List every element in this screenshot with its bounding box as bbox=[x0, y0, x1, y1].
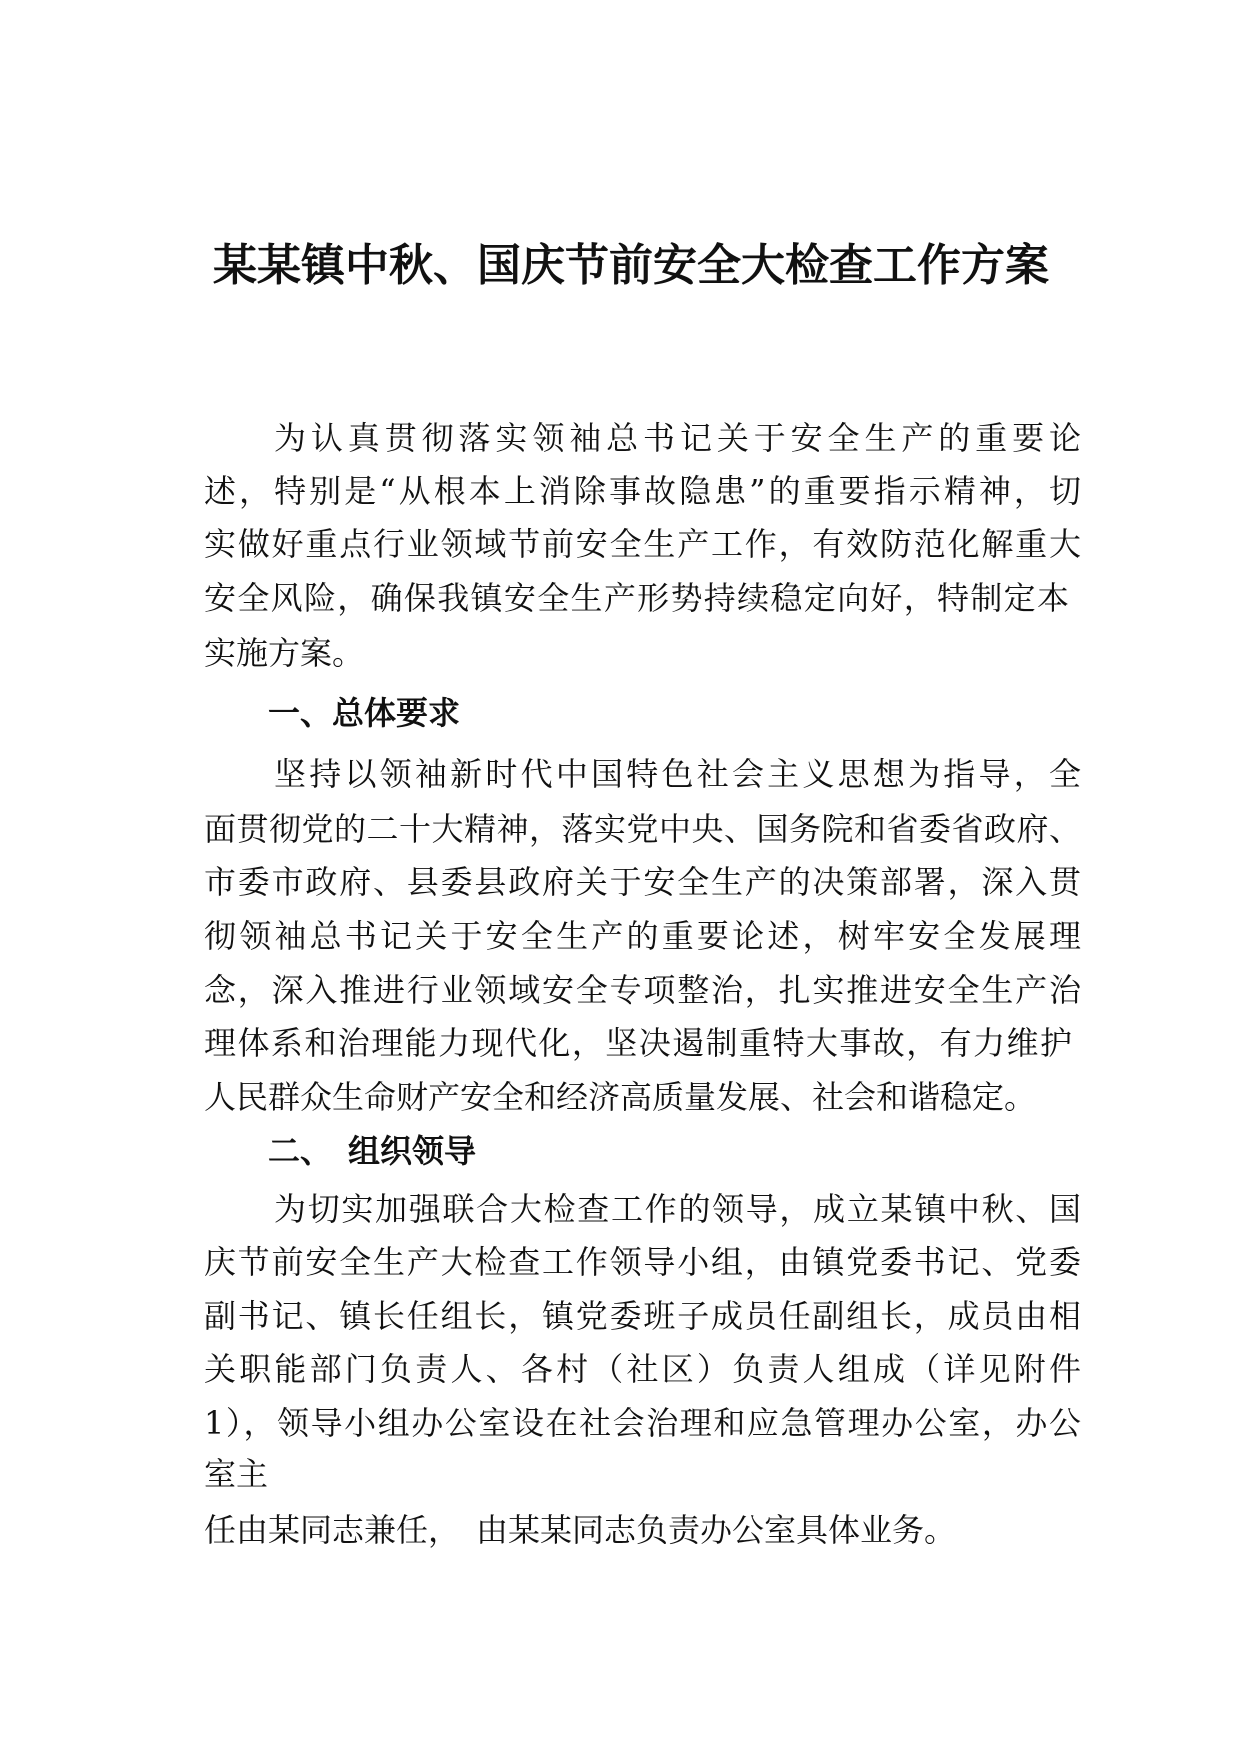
paragraph-line: 关职能部门负责人、各村（社区）负责人组成（详见附件 bbox=[204, 1350, 1085, 1388]
paragraph-line: 念，深入推进行业领域安全专项整治，扎实推进安全生产治 bbox=[204, 971, 1083, 1009]
paragraph-line: 为切实加强联合大检查工作的领导，成立某镇中秋、国 bbox=[274, 1190, 1083, 1228]
paragraph-line: 人民群众生命财产安全和经济高质量发展、社会和谐稳定。 bbox=[204, 1078, 1037, 1116]
paragraph-line: 任由某同志兼任， 由某某同志负责办公室具体业务。 bbox=[204, 1511, 957, 1549]
paragraph-line: 1），领导小组办公室设在社会治理和应急管理办公室，办公 bbox=[204, 1404, 1083, 1442]
paragraph-line: 述，特别是“从根本上消除事故隐患”的重要指示精神，切 bbox=[204, 472, 1085, 510]
paragraph-line: 安全风险，确保我镇安全生产形势持续稳定向好，特制定本 bbox=[204, 579, 1071, 617]
paragraph-line: 面贯彻党的二十大精神，落实党中央、国务院和省委省政府、 bbox=[204, 810, 1082, 848]
section-heading: 一、总体要求 bbox=[268, 694, 461, 732]
paragraph-line: 副书记、镇长任组长，镇党委班子成员任副组长，成员由相 bbox=[204, 1297, 1083, 1335]
paragraph-line: 室主 bbox=[204, 1455, 269, 1493]
paragraph-line: 坚持以领袖新时代中国特色社会主义思想为指导，全 bbox=[274, 755, 1085, 793]
paragraph-line: 实施方案。 bbox=[204, 634, 365, 672]
paragraph-line: 理体系和治理能力现代化，坚决遏制重特大事故，有力维护 bbox=[204, 1024, 1074, 1062]
paragraph-line: 庆节前安全生产大检查工作领导小组，由镇党委书记、党委 bbox=[204, 1243, 1083, 1281]
paragraph-line: 彻领袖总书记关于安全生产的重要论述，树牢安全发展理 bbox=[204, 917, 1085, 955]
paragraph-line: 为认真贯彻落实领袖总书记关于安全生产的重要论 bbox=[274, 419, 1086, 457]
document-title: 某某镇中秋、国庆节前安全大检查工作方案 bbox=[213, 240, 1049, 291]
section-heading: 二、 组织领导 bbox=[268, 1132, 477, 1170]
paragraph-line: 实做好重点行业领域节前安全生产工作，有效防范化解重大 bbox=[204, 525, 1083, 563]
paragraph-line: 市委市政府、县委县政府关于安全生产的决策部署，深入贯 bbox=[204, 863, 1083, 901]
